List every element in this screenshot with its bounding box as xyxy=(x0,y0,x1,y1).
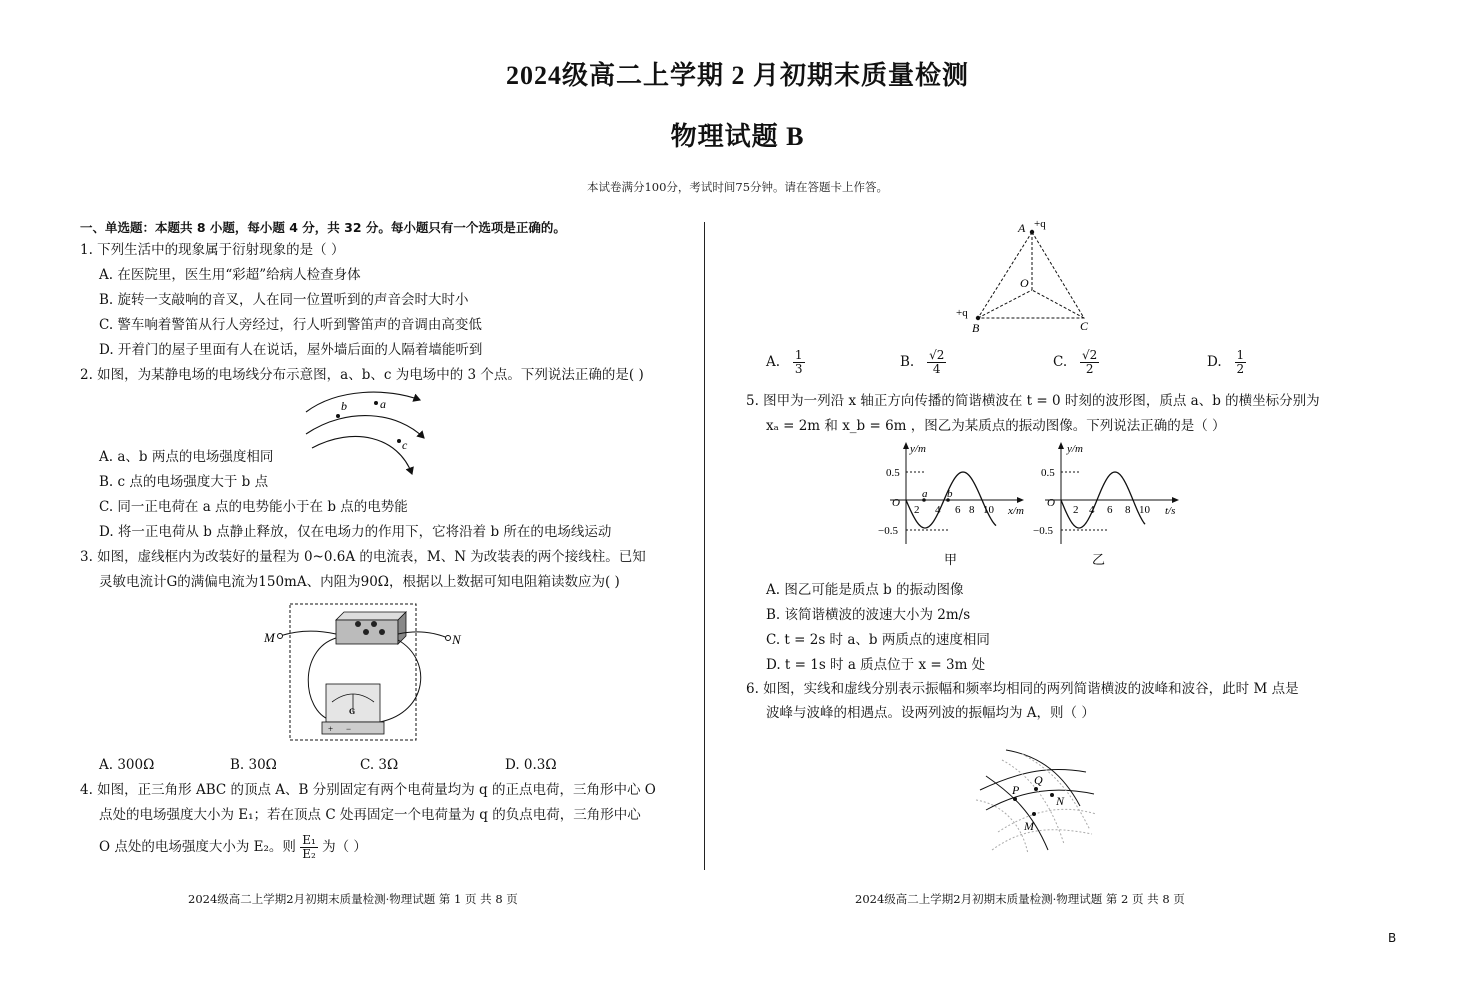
q3-option-d: D. 0.3Ω xyxy=(505,757,557,773)
vertex-b-label: B xyxy=(972,321,980,335)
galvanometer-label: G xyxy=(349,707,356,716)
q6-stem-line2: 波峰与波峰的相遇点。设两列波的振幅均为 A，则（ ） xyxy=(766,705,1095,721)
q1-option-d: D. 开着门的屋子里面有人在说话，屋外墙后面的人隔着墙能听到 xyxy=(99,342,483,358)
q5-stem-line2: xₐ = 2m 和 x_b = 6m ，图乙为某质点的振动图像。下列说法正确的是（ ） xyxy=(766,418,1226,434)
fraction-e1-e2: $\frac{\text{E₁}}{\text{E₂}}$ xyxy=(302,833,316,861)
q3-stem-line1: 3. 如图，虚线框内为改装好的量程为 0~0.6A 的电流表，M、N 为改装表的两个接线柱。已知 xyxy=(80,549,646,565)
svg-text:−: − xyxy=(346,724,352,734)
column-divider xyxy=(704,222,705,870)
vertex-c-label: C xyxy=(1080,319,1089,333)
graph-b-ylabel: y/m xyxy=(1067,443,1083,455)
graph-a-point-b: b xyxy=(947,488,953,500)
charge-b-label: +q xyxy=(956,307,968,319)
center-o-label: O xyxy=(1020,276,1029,290)
vertex-a-label: A xyxy=(1018,221,1026,235)
graph-b-xtick-6: 6 xyxy=(1107,504,1113,516)
ammeter-figure xyxy=(258,600,468,746)
q3-option-b: B. 30Ω xyxy=(230,757,277,773)
exam-note: 本试卷满分100分，考试时间75分钟。请在答题卡上作答。 xyxy=(586,180,889,194)
q2-stem: 2. 如图，为某静电场的电场线分布示意图，a、b、c 为电场中的 3 个点。下列说法正确的是( ) xyxy=(80,367,644,383)
triangle-figure xyxy=(950,214,1100,338)
point-c xyxy=(397,439,401,443)
point-a xyxy=(374,401,378,405)
section-heading: 一、单选题：本题共 8 小题，每小题 4 分，共 32 分。每小题只有一个选项是正确的。 xyxy=(80,220,566,235)
graph-a-xtick-8: 8 xyxy=(969,504,975,516)
graph-b-caption: 乙 xyxy=(1092,552,1106,567)
q2-option-d: D. 将一正电荷从 b 点静止释放，仅在电场力的作用下，它将沿着 b 所在的电场线运动 xyxy=(99,524,612,540)
graph-a-ylabel: y/m xyxy=(910,443,926,455)
q1-option-c: C. 警车响着警笛从行人旁经过，行人听到警笛声的音调由高变低 xyxy=(99,317,482,333)
field-line-1 xyxy=(306,392,420,412)
q3-stem-line2: 灵敏电流计G的满偏电流为150mA、内阻为90Ω，根据以上数据可知电阻箱读数应为( ) xyxy=(99,574,620,590)
q5-stem-line1: 5. 图甲为一列沿 x 轴正方向传播的简谐横波在 t = 0 时刻的波形图，质点 a、b 的横坐标分别为 xyxy=(746,393,1320,409)
graph-b-xlabel: t/s xyxy=(1165,505,1176,517)
graph-b-ytick-top: 0.5 xyxy=(1041,467,1055,479)
q4-option-c: C. $\frac{√2}{2}$ xyxy=(1053,348,1098,376)
footer-left: 2024级高二上学期2月初期末质量检测·物理试题 第 1 页 共 8 页 xyxy=(188,892,518,906)
q4-option-a: A. $\frac{1}{3}$ xyxy=(766,348,803,376)
point-b xyxy=(336,414,340,418)
q4-option-d: D. $\frac{1}{2}$ xyxy=(1207,348,1245,376)
q1-option-a: A. 在医院里，医生用“彩超”给病人检查身体 xyxy=(99,267,361,283)
label-b: b xyxy=(341,399,347,413)
point-n-label: N xyxy=(1056,794,1065,808)
terminal-m: M xyxy=(264,630,275,645)
graph-b-origin: O xyxy=(1047,497,1055,509)
point-m-label: M xyxy=(1024,819,1034,833)
svg-text:+: + xyxy=(328,724,334,734)
graph-a-ytick-bottom: −0.5 xyxy=(878,525,898,537)
graph-a-xtick-6: 6 xyxy=(955,504,961,516)
q5-option-b: B. 该简谐横波的波速大小为 2m/s xyxy=(766,607,971,623)
graph-a-origin: O xyxy=(892,497,900,509)
graph-b-ytick-bottom: −0.5 xyxy=(1033,525,1053,537)
label-a: a xyxy=(380,397,386,411)
terminal-n: N xyxy=(452,632,461,647)
q1-option-b: B. 旋转一支敲响的音叉，人在同一位置听到的声音会时大时小 xyxy=(99,292,469,308)
graph-a-ytick-top: 0.5 xyxy=(886,467,900,479)
charge-a-label: +q xyxy=(1034,218,1046,230)
q3-option-a: A. 300Ω xyxy=(99,757,155,773)
graph-a-point-a: a xyxy=(922,488,928,500)
graph-b-xtick-8: 8 xyxy=(1125,504,1131,516)
point-p-label: P xyxy=(1012,783,1020,797)
version-mark: B xyxy=(1388,931,1397,945)
wave-graph-a xyxy=(870,440,1040,570)
field-line-3 xyxy=(312,436,412,474)
q4-stem-line1: 4. 如图，正三角形 ABC 的顶点 A、B 分别固定有两个电荷量均为 q 的正点电荷，三角形中心 O xyxy=(80,782,656,798)
graph-b-xtick-10: 10 xyxy=(1139,504,1150,516)
graph-a-xlabel: x/m xyxy=(1008,505,1024,517)
graph-a-caption: 甲 xyxy=(944,552,958,567)
q5-option-a: A. 图乙可能是质点 b 的振动图像 xyxy=(766,582,964,598)
q5-option-c: C. t = 2s 时 a、b 两质点的速度相同 xyxy=(766,632,990,648)
q2-option-c: C. 同一正电荷在 a 点的电势能小于在 b 点的电势能 xyxy=(99,499,408,515)
q5-option-d: D. t = 1s 时 a 质点位于 x = 3m 处 xyxy=(766,657,986,673)
q4-stem-line3: O 点处的电场强度大小为 E₂。则 $\frac{\text{E₁}}{\text{E₂}}$ 为（ ） xyxy=(99,833,367,861)
interference-figure xyxy=(972,746,1102,858)
q2-option-b: B. c 点的电场强度大于 b 点 xyxy=(99,474,269,490)
field-line-2 xyxy=(306,416,424,438)
q4-stem-line2: 点处的电场强度大小为 E₁；若在顶点 C 处再固定一个电荷量为 q 的负点电荷，三角形中心 xyxy=(99,807,641,823)
graph-b-xtick-4: 4 xyxy=(1089,504,1095,516)
label-c: c xyxy=(402,438,408,452)
q1-stem: 1. 下列生活中的现象属于衍射现象的是（ ） xyxy=(80,242,345,258)
graph-b-xtick-2: 2 xyxy=(1073,504,1079,516)
footer-right: 2024级高二上学期2月初期末质量检测·物理试题 第 2 页 共 8 页 xyxy=(855,892,1185,906)
q3-option-c: C. 3Ω xyxy=(360,757,399,773)
q4-option-b: B. $\frac{√2}{4}$ xyxy=(900,348,945,376)
graph-a-xtick-10: 10 xyxy=(983,504,994,516)
point-q-label: Q xyxy=(1034,773,1043,787)
graph-a-xtick-2: 2 xyxy=(914,504,920,516)
q2-option-a: A. a、b 两点的电场强度相同 xyxy=(99,449,274,465)
q6-stem-line1: 6. 如图，实线和虚线分别表示振幅和频率均相同的两列简谐横波的波峰和波谷，此时 M 点是 xyxy=(746,681,1299,697)
exam-title: 2024级高二上学期 2 月初期末质量检测 xyxy=(505,61,969,90)
graph-a-xtick-4: 4 xyxy=(935,504,941,516)
wave-graph-b xyxy=(1025,440,1190,570)
exam-subtitle: 物理试题 B xyxy=(670,122,805,151)
field-lines-figure xyxy=(298,386,438,478)
